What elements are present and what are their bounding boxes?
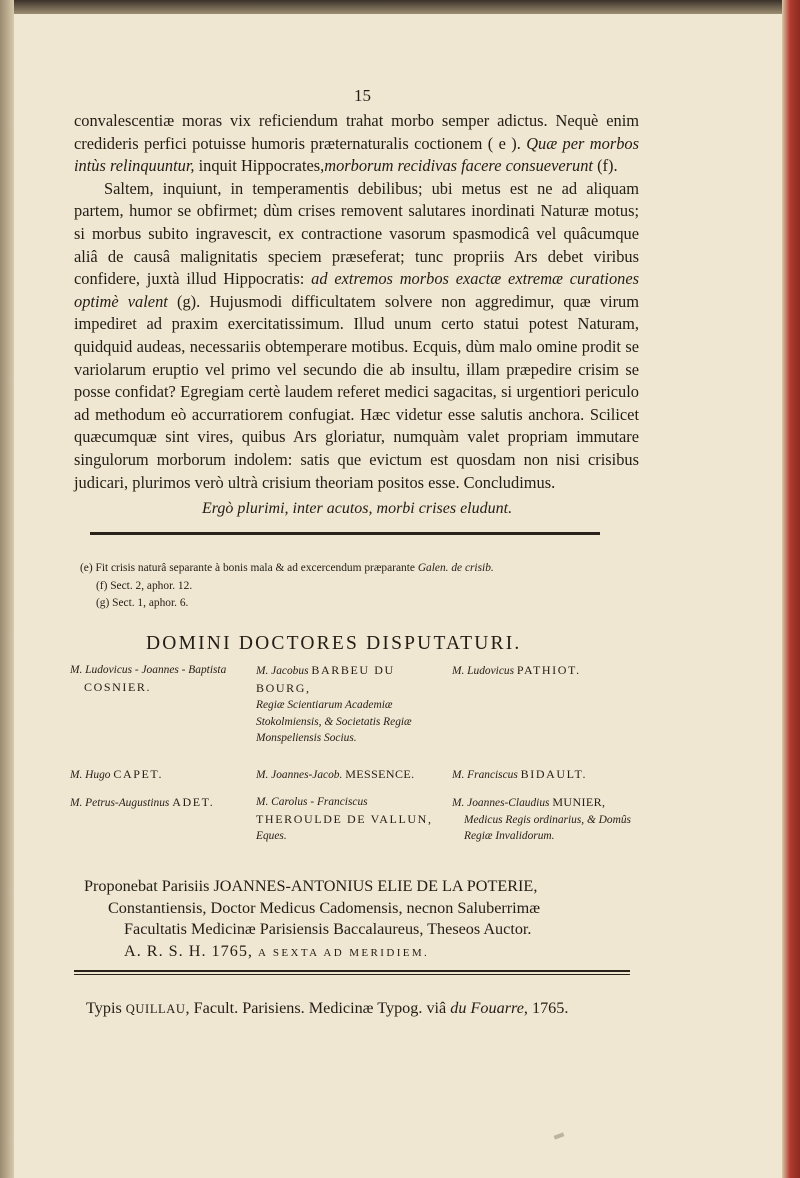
book-binding-edge	[782, 0, 800, 1178]
paragraph-2-text-a: Saltem, inquiunt, in temperamentis debilibus; ubi metus est ne ad aliquam partem, humor se obfirmet; dùm crises removent salutares inordinati Naturæ motus; si morbus subito ingravescit, ex contractione vasorum spasmodicâ vel quâcumque aliâ de causâ malignitatis speciem præseferat; tunc propriis Ars debet viribus confidere, juxtà illud Hippocratis:	[74, 178, 639, 289]
footnote-e: (e) Fit crisis naturâ separante à bonis mala & ad excercendum præparante Galen. de crisib.	[80, 562, 494, 574]
doctor-entry: M. Petrus-Augustinus ADET.	[70, 795, 215, 809]
respondent-line-3: Facultatis Medicinæ Parisiensis Baccalaureus, Theseos Auctor.	[124, 920, 532, 938]
scan-left-edge	[0, 0, 14, 1178]
doctor-entry: M. Ludovicus PATHIOT.	[452, 663, 581, 677]
conclusion: Ergò plurimi, inter acutos, morbi crises eludunt.	[202, 500, 513, 517]
date-line: A. R. S. H. 1765, A SEXTA AD MERIDIEM.	[124, 941, 430, 960]
doctor-entry: M. Hugo CAPET.	[70, 767, 164, 781]
scan-top-edge	[0, 0, 800, 14]
hippocrates-aphorism: ad extremos morbos exactæ extremæ curationes optimè valent	[74, 269, 639, 311]
paragraph-1-text: convalescentiæ moras vix reficiendum trahat morbo semper adictus. Nequè enim credideris perfici potuisse humoris præternaturalis coctionem ( e ).	[74, 111, 639, 153]
footnote-ref-f: (f).	[592, 156, 618, 176]
footnote-f: (f) Sect. 2, aphor. 12.	[96, 579, 193, 592]
hippocrates-quote-2: morborum recidivas facere consueverunt	[324, 156, 593, 176]
main-text	[74, 110, 639, 494]
page-number: 15	[354, 86, 371, 105]
paragraph-1	[74, 110, 639, 178]
hippocrates-quote: Quæ per morbos intùs relinquuntur,	[74, 133, 639, 176]
divider-rule	[90, 532, 600, 535]
doctor-entry: M. Carolus - Franciscus THEROULDE DE VALLUN, Eques.	[256, 796, 433, 842]
footnote-g: (g) Sect. 1, aphor. 6.	[96, 597, 189, 609]
doctor-entry: M. Ludovicus - Joannes - Baptista COSNIER.	[70, 664, 227, 694]
doctor-entry: M. Jacobus BARBEU DU BOURG, Regiæ Scientiarum Academiæ Stokolmiensis, & Societatis Regiæ Monspeliensis Socius.	[256, 663, 412, 744]
divider-rule-bottom-thin	[74, 974, 630, 975]
footnote-e-source: Galen. de crisib.	[417, 562, 494, 574]
doctor-entry: M. Joannes-Claudius MUNIER, Medicus Regis ordinarius, & Domûs Regiæ Invalidorum.	[452, 795, 631, 842]
doctor-entry: M. Franciscus BIDAULT.	[452, 767, 588, 781]
doctors-heading: DOMINI DOCTORES DISPUTATURI.	[146, 633, 522, 654]
quote-attribution: inquit Hippocrates,	[194, 156, 325, 176]
respondent-line-2: Constantiensis, Doctor Medicus Cadomensis, necnon Saluberrimæ	[108, 898, 541, 917]
document-page	[14, 14, 782, 1178]
paragraph-2-text-b: (g). Hujusmodi difficultatem solvere non aggredimur, quæ virum impediret ad praxim exercitatissimum. Illud unum certo statui potest Naturam, quidquid audeas, necessariis obtemperare motibus. Ecquis, dùm malo omine prodit se variolarum eruptio vel primo vel secundo die ab insultu, illam præpedire crisim se posse confidat? Egregiam certè laudem referet medici sagacitas, si urgentiori periculo ad methodum eò accurratiorem confugiat. Hæc videtur esse salutis anchora. Scilicet quæcumquæ sint vires, quibus Ars gloriatur, numquàm valet propriam immutare singulorum morborum indolem: satis que evictum est quosdam non nisi crisibus judicari, plurimos verò ultrà crisium theoriam positos esse. Concludimus.	[74, 291, 639, 492]
doctor-entry: M. Joannes-Jacob. MESSENCE.	[256, 767, 415, 781]
respondent-block	[84, 876, 664, 964]
printer-imprint: Typis QUILLAU, Facult. Parisiens. Medicinæ Typog. viâ du Fouarre, 1765.	[86, 999, 569, 1017]
paragraph-2	[74, 178, 639, 494]
respondent-line-1: Proponebat Parisiis JOANNES-ANTONIUS ELIE DE LA POTERIE,	[84, 877, 538, 895]
divider-rule-bottom	[74, 970, 630, 972]
footnotes	[80, 560, 640, 613]
paper-mark	[554, 1132, 565, 1139]
